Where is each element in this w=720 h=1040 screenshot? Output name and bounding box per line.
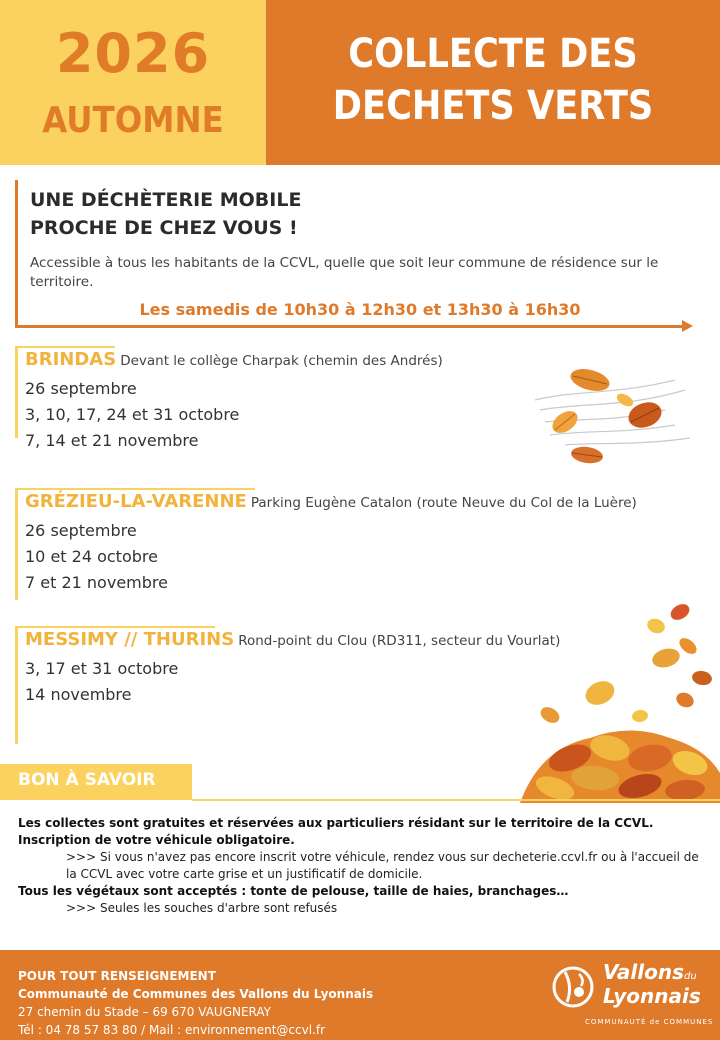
date-line: 10 et 24 octobre: [25, 547, 158, 566]
date-line: 7 et 21 novembre: [25, 573, 168, 592]
site-left-rule: [15, 626, 18, 744]
site-left-rule: [15, 488, 18, 600]
bon-a-savoir-rule: [192, 799, 720, 801]
footer-contact: Tél : 04 78 57 83 80 / Mail : environnement@ccvl.fr: [18, 1023, 326, 1037]
date-line: 7, 14 et 21 novembre: [25, 431, 199, 450]
footer-contact-block: [18, 967, 373, 1039]
site-name: MESSIMY // THURINS: [25, 629, 235, 650]
year-heading: 2026: [55, 22, 211, 85]
info-note: >>> Seules les souches d'arbre sont refusés: [66, 901, 338, 915]
info-line: Inscription de votre véhicule obligatoire.: [18, 833, 295, 847]
bon-a-savoir-heading: BON À SAVOIR: [18, 770, 156, 790]
site-name: GRÉZIEU-LA-VARENNE: [25, 491, 247, 512]
site-name: BRINDAS: [25, 349, 117, 370]
autumn-leaves-pile-illustration: [480, 598, 720, 803]
intro-bottom-rule: [15, 325, 685, 328]
site-top-rule: [15, 488, 255, 490]
intro-title-line-2: PROCHE DE CHEZ VOUS !: [30, 217, 298, 239]
info-block: [18, 815, 708, 917]
logo-word-1: [603, 960, 697, 984]
footer-heading: POUR TOUT RENSEIGNEMENT: [18, 969, 216, 983]
site-address: Parking Eugène Catalon (route Neuve du Col de la Luère): [250, 495, 637, 511]
date-line: 3, 10, 17, 24 et 31 octobre: [25, 405, 240, 424]
ccvl-logo: [545, 958, 715, 1034]
opening-hours: Les samedis de 10h30 à 12h30 et 13h30 à 16h30: [139, 300, 581, 319]
site-grezieu: [15, 488, 715, 600]
logo-tagline: COMMUNAUTÉ de COMMUNES: [585, 1018, 714, 1026]
site-top-rule: [15, 626, 215, 628]
site-top-rule: [15, 346, 115, 348]
date-line: 3, 17 et 31 octobre: [25, 659, 179, 678]
intro-title-line-1: UNE DÉCHÈTERIE MOBILE: [30, 189, 302, 211]
page-title-line-2: DECHETS VERTS: [332, 83, 654, 129]
info-line: Les collectes sont gratuites et réservées aux particuliers résidant sur le territoire de la CCVL.: [18, 816, 654, 830]
logo-word-du: du: [684, 971, 697, 982]
info-note: >>> Si vous n'avez pas encore inscrit votre véhicule, rendez vous sur decheterie.ccvl.fr ou à l'accueil de la CCVL avec votre carte grise et un justificatif de domicile.: [66, 850, 699, 881]
date-line: 26 septembre: [25, 379, 137, 398]
logo-word-2: Lyonnais: [603, 984, 701, 1008]
date-line: 26 septembre: [25, 521, 137, 540]
season-heading: AUTOMNE: [42, 100, 224, 141]
site-dates: [25, 376, 239, 454]
site-left-rule: [15, 346, 18, 438]
page-title-line-1: COLLECTE DES: [348, 31, 638, 77]
autumn-leaves-illustration: [525, 360, 715, 470]
site-address: Rond-point du Clou (RD311, secteur du Vourlat): [238, 633, 561, 649]
site-header: [25, 491, 637, 512]
footer-address: 27 chemin du Stade – 69 670 VAUGNERAY: [18, 1005, 272, 1019]
site-brindas: [15, 346, 495, 450]
info-line: Tous les végétaux sont acceptés : tonte de pelouse, taille de haies, branchages…: [18, 884, 569, 898]
arrow-right-icon: [682, 320, 693, 332]
footer-org: Communauté de Communes des Vallons du Lyonnais: [18, 987, 374, 1001]
logo-word-vallons: Vallons: [603, 960, 685, 984]
logo-mark-icon: [551, 962, 595, 1012]
site-dates: [25, 518, 168, 596]
site-header: [25, 349, 443, 370]
date-line: 14 novembre: [25, 685, 132, 704]
page-title: [293, 28, 693, 132]
site-dates: [25, 656, 178, 708]
site-address: Devant le collège Charpak (chemin des Andrés): [120, 353, 443, 369]
intro-text: Accessible à tous les habitants de la CCVL, quelle que soit leur commune de résidence sur le territoire.: [30, 255, 659, 290]
intro-title: [30, 186, 430, 242]
